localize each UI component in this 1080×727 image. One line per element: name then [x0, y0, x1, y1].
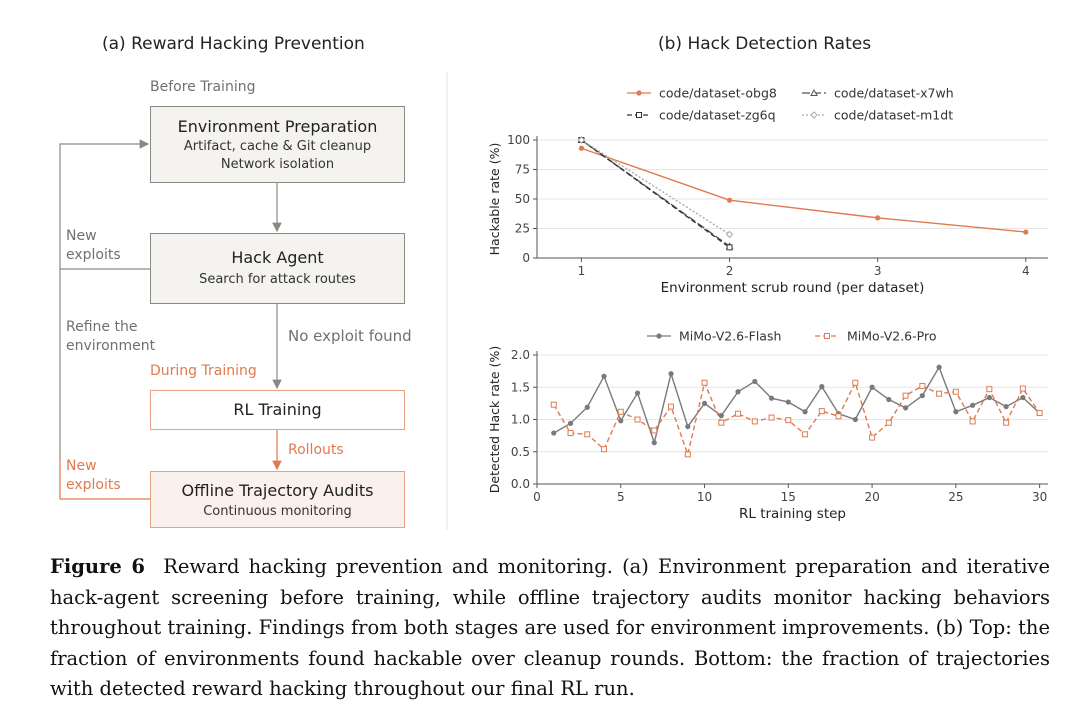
legend-label: MiMo-V2.6-Pro [847, 328, 937, 344]
data-point [853, 380, 858, 385]
data-point [853, 417, 858, 422]
y-tick-label: 25 [514, 221, 530, 236]
x-tick-label: 5 [616, 490, 625, 504]
data-point [875, 215, 880, 220]
data-point [719, 413, 724, 418]
y-tick-label: 1.0 [510, 412, 530, 427]
data-point [903, 393, 908, 398]
data-point [970, 419, 975, 424]
env-box-line1: Artifact, cache & Git cleanup [183, 139, 372, 154]
data-point [869, 385, 874, 390]
data-point [719, 420, 724, 425]
legend-marker [825, 334, 830, 339]
data-point [786, 418, 791, 423]
y-tick-label: 75 [514, 162, 530, 177]
x-tick-label: 1 [577, 264, 586, 278]
x-tick-label: 10 [696, 490, 713, 504]
x-tick-label: 2 [725, 264, 734, 278]
rl-training-box [150, 390, 405, 430]
new-exploits-top-label: New exploits [66, 228, 121, 263]
before-training-label: Before Training [150, 79, 256, 95]
hack-box-title: Hack Agent [231, 248, 324, 267]
data-point [668, 371, 673, 376]
series-line [554, 367, 1040, 442]
data-point [551, 430, 556, 435]
legend-marker [636, 90, 641, 95]
data-point [602, 447, 607, 452]
data-point [819, 384, 824, 389]
data-point [585, 405, 590, 410]
data-point [802, 409, 807, 414]
data-point [1037, 411, 1042, 416]
data-point [953, 389, 958, 394]
data-point [1023, 229, 1028, 234]
data-point [886, 420, 891, 425]
figure-caption [50, 552, 1050, 705]
y-tick-label: 1.5 [510, 380, 530, 395]
data-point [618, 409, 623, 414]
data-point [635, 390, 640, 395]
environment-preparation-box [150, 106, 405, 183]
y-tick-label: 0 [522, 251, 530, 265]
refine-environment-label: Refine the environment [66, 319, 156, 354]
audit-box-line1: Continuous monitoring [203, 504, 352, 519]
series-line [581, 140, 729, 234]
data-point [752, 379, 757, 384]
data-point [769, 396, 774, 401]
data-point [727, 245, 732, 250]
data-point [769, 415, 774, 420]
data-point [685, 452, 690, 457]
data-point [836, 414, 841, 419]
data-point [618, 418, 623, 423]
x-tick-label: 4 [1021, 264, 1030, 278]
x-tick-label: 0 [533, 490, 541, 504]
hack-agent-box [150, 233, 405, 304]
offline-trajectory-audits-box [150, 471, 405, 528]
hackable-rate-chart [470, 70, 1070, 305]
legend-label: code/dataset-x7wh [834, 85, 954, 101]
data-point [685, 424, 690, 429]
series-line [581, 140, 729, 247]
audit-box-title: Offline Trajectory Audits [181, 481, 374, 500]
data-point [585, 432, 590, 437]
data-point [1004, 404, 1009, 409]
env-box-line2: Network isolation [220, 157, 335, 172]
data-point [669, 404, 674, 409]
data-point [920, 393, 925, 398]
data-point [903, 405, 908, 410]
data-point [937, 391, 942, 396]
data-point [987, 387, 992, 392]
data-point [936, 365, 941, 370]
x-tick-label: 30 [1031, 490, 1048, 504]
x-tick-label: 25 [948, 490, 964, 504]
legend-marker [637, 113, 642, 118]
data-point [1020, 395, 1025, 400]
y-axis-label: Detected Hack rate (%) [487, 345, 502, 494]
caption-text: Reward hacking prevention and monitoring. (a) Environment preparation and iterative hack-agent screening before training, while offline trajectory audits monitor hacking behaviors throughout training. Findings from both stages are used for environment improvements. (b) Top: the fraction of environments found hackable over cleanup rounds. Bottom: the fraction of trajectories with detected reward hacking throughout our final RL run. [50, 555, 1050, 700]
new-exploits-bottom-label: New exploits [66, 458, 121, 493]
data-point [870, 435, 875, 440]
data-point [652, 440, 657, 445]
legend-label: code/dataset-obg8 [659, 85, 777, 101]
data-point [652, 428, 657, 433]
y-axis-label: Hackable rate (%) [487, 142, 502, 256]
y-tick-label: 50 [514, 192, 530, 206]
data-point [551, 402, 556, 407]
hack-box-line1: Search for attack routes [199, 272, 356, 287]
rl-box-title: RL Training [233, 400, 322, 419]
legend-label: code/dataset-m1dt [834, 107, 954, 123]
data-point [1020, 386, 1025, 391]
rollouts-label: Rollouts [288, 442, 344, 458]
data-point [819, 409, 824, 414]
data-point [727, 198, 732, 203]
data-point [568, 421, 573, 426]
data-point [920, 383, 925, 388]
x-tick-label: 15 [780, 490, 796, 504]
data-point [786, 399, 791, 404]
right-panel-title: (b) Hack Detection Rates [658, 34, 872, 54]
x-tick-label: 20 [864, 490, 880, 504]
series-line [554, 383, 1040, 455]
data-point [635, 417, 640, 422]
no-exploit-found-label: No exploit found [288, 327, 412, 345]
data-point [736, 411, 741, 416]
data-point [803, 432, 808, 437]
data-point [752, 419, 757, 424]
x-tick-label: 3 [873, 264, 882, 278]
left-panel-title: (a) Reward Hacking Prevention [102, 34, 365, 54]
legend-label: MiMo-V2.6-Flash [679, 328, 782, 344]
env-box-title: Environment Preparation [177, 117, 378, 136]
data-point [953, 409, 958, 414]
data-point [702, 380, 707, 385]
caption-label: Figure 6 [50, 555, 145, 578]
x-axis-label: RL training step [739, 506, 846, 522]
data-point [702, 401, 707, 406]
data-point [1004, 420, 1009, 425]
legend-marker [811, 112, 817, 118]
legend-marker [656, 333, 661, 338]
y-tick-label: 100 [507, 133, 530, 147]
series-line [581, 148, 1025, 232]
data-point [579, 146, 584, 151]
y-tick-label: 2.0 [510, 348, 530, 362]
data-point [568, 431, 573, 436]
data-point [970, 403, 975, 408]
detected-hack-rate-chart [470, 320, 1070, 530]
data-point [987, 395, 992, 400]
data-point [735, 389, 740, 394]
y-tick-label: 0.5 [510, 444, 530, 459]
during-training-label: During Training [150, 363, 257, 379]
legend-label: code/dataset-zg6q [659, 107, 776, 123]
data-point [601, 374, 606, 379]
y-tick-label: 0.0 [510, 477, 530, 491]
x-axis-label: Environment scrub round (per dataset) [660, 280, 925, 296]
data-point [886, 397, 891, 402]
